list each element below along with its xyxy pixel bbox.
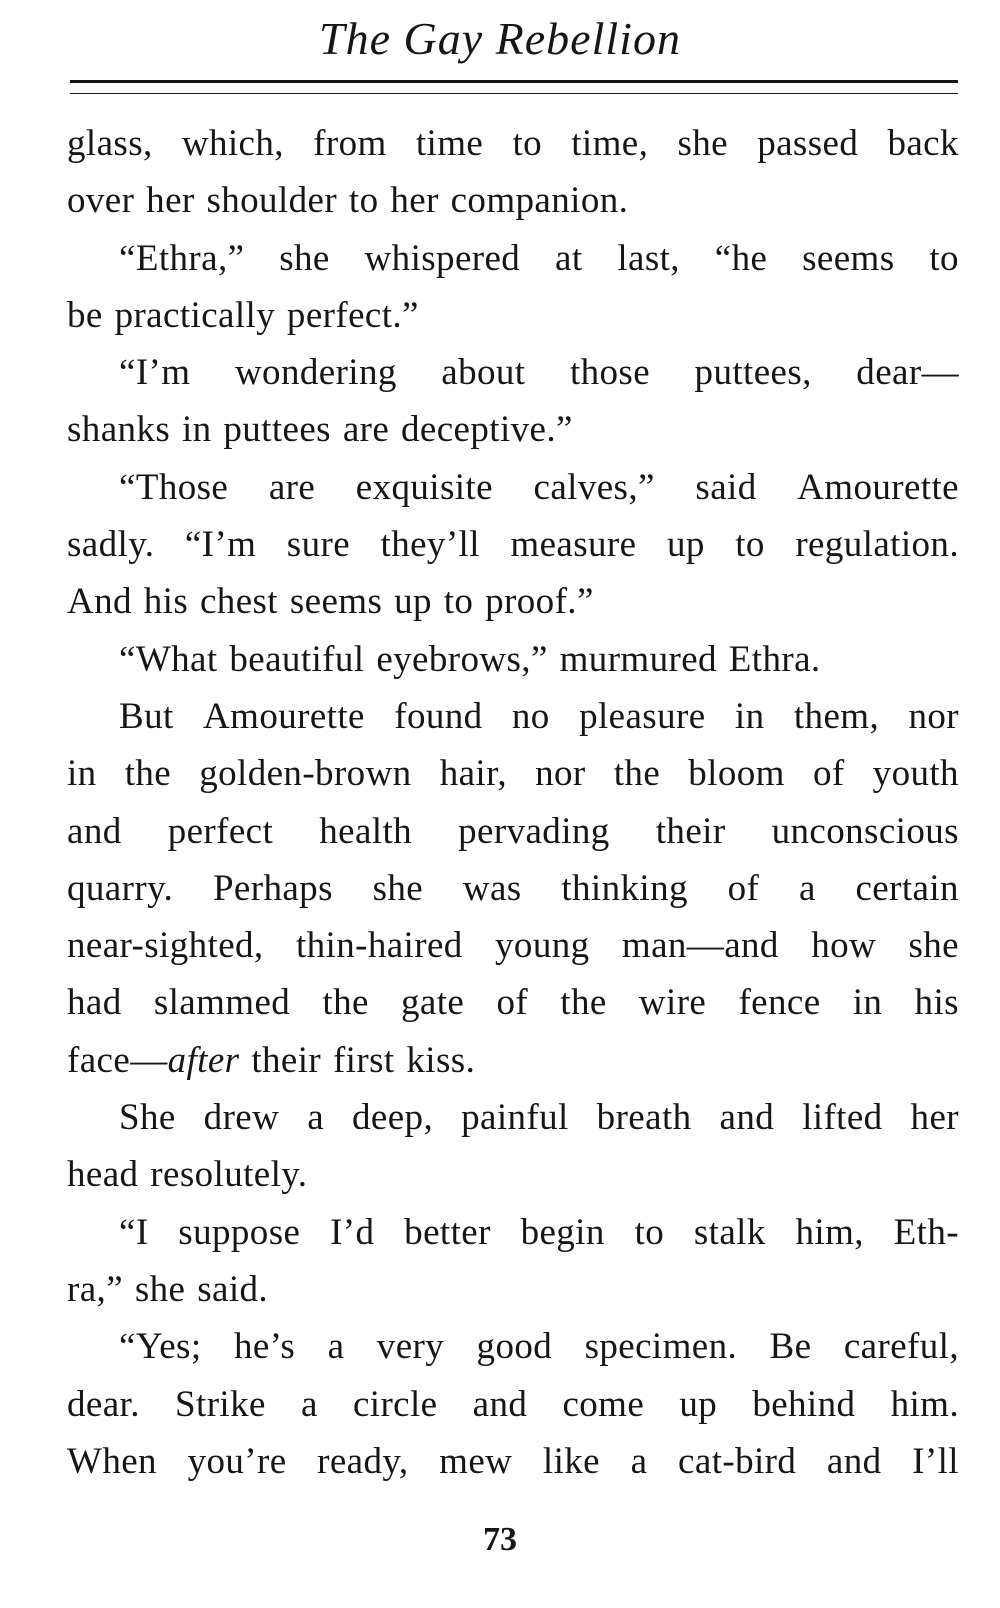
word: wondering [234,352,397,394]
word: his [143,581,189,623]
text-line [67,860,959,917]
word: her [146,180,195,222]
word: nor [908,695,959,737]
word: her [910,1097,959,1139]
word: seems [802,237,895,279]
word: time, [571,123,649,164]
word: lifted [802,1097,883,1139]
word: Amourette [203,695,365,737]
body-text [67,115,959,1490]
word: fence [738,982,821,1024]
word: the [124,753,172,795]
word: exquisite [355,466,493,508]
header-rule-thick [70,80,958,83]
word: seems [289,581,383,623]
word: she [279,237,330,279]
word: And [67,581,132,623]
word: her [390,180,439,222]
word: I’d [330,1211,375,1253]
word: When [67,1440,157,1482]
word: a [307,1097,325,1139]
word: puttees, [694,352,812,394]
text-line [67,1089,959,1146]
word: beautiful [229,638,365,680]
word: about [441,352,526,394]
word: pleasure [579,695,706,737]
word: to [348,180,379,222]
word: dear— [856,352,959,394]
word: chest [199,581,278,623]
word: and [472,1383,528,1425]
word: nor [535,753,586,795]
text-line [67,1376,959,1433]
word: he’s [233,1326,296,1368]
word: their [655,810,726,852]
word: of [727,867,760,909]
word: Ethra. [728,638,821,680]
text-line [67,1146,959,1203]
word: you’re [187,1440,287,1482]
word: first [332,1039,395,1081]
text-line [67,631,959,688]
word: be [67,294,103,336]
text-line [67,1318,959,1375]
word: I’ll [912,1440,959,1482]
word: said. [197,1268,269,1310]
word: regulation. [795,524,959,566]
word: to [634,1211,665,1253]
text-line [67,401,959,458]
running-title: The Gay Rebellion [319,13,681,64]
word: companion. [450,180,629,222]
word: a [300,1383,318,1425]
word: kiss. [406,1039,476,1081]
word: up [666,524,705,566]
text-line [67,1032,959,1089]
word: how [811,925,877,967]
text-line [67,917,959,974]
word: slammed [153,982,291,1024]
word: over [67,180,135,222]
word: careful, [843,1326,959,1368]
word: wire [638,982,707,1024]
word: near-sighted, [67,925,264,967]
word: and [826,1440,882,1482]
word: Be [769,1326,812,1368]
word: dear. [67,1383,140,1425]
word: Perhaps [212,867,333,909]
text-line [67,1433,959,1490]
word: health [319,810,413,852]
word: gate [401,982,465,1024]
word: a [327,1326,345,1368]
word: mew [439,1440,513,1482]
word: the [322,982,369,1024]
text-line [67,688,959,745]
word: But [119,695,174,737]
word: Eth- [893,1211,959,1253]
word: drew [203,1097,280,1139]
word: thin-haired [295,925,463,967]
word: youth [872,753,959,795]
word: are [342,409,390,451]
text-line [67,115,959,172]
word: head [67,1154,139,1196]
word: was [462,867,522,909]
word: “Ethra,” [119,237,245,279]
text-line [67,230,959,287]
word: Strike [175,1383,266,1425]
word: pervading [458,810,610,852]
text-line [67,172,959,229]
word: she [677,123,728,164]
word: hair, [439,753,507,795]
text-line [67,459,959,516]
word: his [914,982,959,1024]
word: ra,” [67,1268,124,1310]
word: She [119,1097,176,1139]
word: whispered [364,237,521,279]
word: from [313,123,387,164]
word: “Those [119,466,229,508]
word: breath [596,1097,692,1139]
word: she [908,925,959,967]
word: shoulder [206,180,338,222]
word: glass, [67,123,153,164]
word: up [679,1383,718,1425]
text-line [67,1261,959,1318]
word: “I’m [184,524,257,566]
word: calves,” [533,466,655,508]
word: measure [510,524,637,566]
word: cat-bird [678,1440,797,1482]
word: found [394,695,483,737]
word: their [251,1039,322,1081]
word: him. [890,1383,959,1425]
word: deceptive.” [401,409,573,451]
word: specimen. [584,1326,738,1368]
word: to [929,237,959,279]
word: “Yes; [119,1326,202,1368]
word: face—after [67,1039,240,1081]
word: time [415,123,484,164]
word: very [376,1326,445,1368]
word: had [67,982,122,1024]
word: circle [352,1383,438,1425]
word: better [404,1211,491,1253]
word: those [569,352,651,394]
text-line [67,573,959,630]
word: a [630,1440,648,1482]
word: she [134,1268,186,1310]
word: at [555,237,583,279]
text-line [67,803,959,860]
word: and [67,810,122,852]
word: “I’m [119,352,191,394]
word: “he [714,237,768,279]
text-line [67,516,959,573]
word: him, [795,1211,864,1253]
word: in [852,982,883,1024]
word: shanks [67,409,171,451]
word: quarry. [67,867,174,909]
word: bloom [688,753,785,795]
word: she [372,867,424,909]
word: unconscious [771,810,959,852]
word: which, [181,123,284,164]
page-number: 73 [483,1521,517,1558]
word: in [67,753,97,795]
text-line [67,287,959,344]
word: behind [752,1383,856,1425]
word: back [887,123,959,164]
word: “I [119,1211,149,1253]
word: to [443,581,474,623]
word: no [511,695,550,737]
word: sadly. [67,524,155,566]
word: the [560,982,607,1024]
word: proof.” [485,581,594,623]
word: ready, [317,1440,409,1482]
text-line [67,1204,959,1261]
word: like [542,1440,600,1482]
word: and [719,1097,775,1139]
word: of [812,753,845,795]
word: Amourette [797,466,959,508]
word: to [735,524,765,566]
word: “What [119,638,218,680]
word: in [181,409,212,451]
word: they’ll [380,524,480,566]
header-rule-thin [70,93,958,94]
word: painful [461,1097,569,1139]
word: perfect [167,810,274,852]
word: are [268,466,316,508]
word: young [495,925,590,967]
word: sure [286,524,351,566]
word: eyebrows,” [376,638,548,680]
word: deep, [352,1097,434,1139]
word: to [512,123,543,164]
word: a [798,867,816,909]
word: thinking [561,867,688,909]
word: last, [617,237,680,279]
word: stalk [693,1211,766,1253]
word: golden-brown [199,753,412,795]
word: murmured [559,638,717,680]
word: puttees [223,409,331,451]
word: man—and [621,925,779,967]
word: up [394,581,432,623]
text-line [67,974,959,1031]
word: practically [114,294,276,336]
word: certain [855,867,959,909]
word: passed [757,123,859,164]
word: the [613,753,661,795]
word: suppose [178,1211,301,1253]
text-line [67,745,959,802]
word: said [695,466,757,508]
word: them, [793,695,880,737]
word: resolutely. [150,1154,308,1196]
word: begin [520,1211,605,1253]
text-line [67,344,959,401]
word: good [476,1326,553,1368]
word: come [562,1383,645,1425]
word: in [734,695,765,737]
word: of [496,982,529,1024]
word: perfect.” [286,294,419,336]
